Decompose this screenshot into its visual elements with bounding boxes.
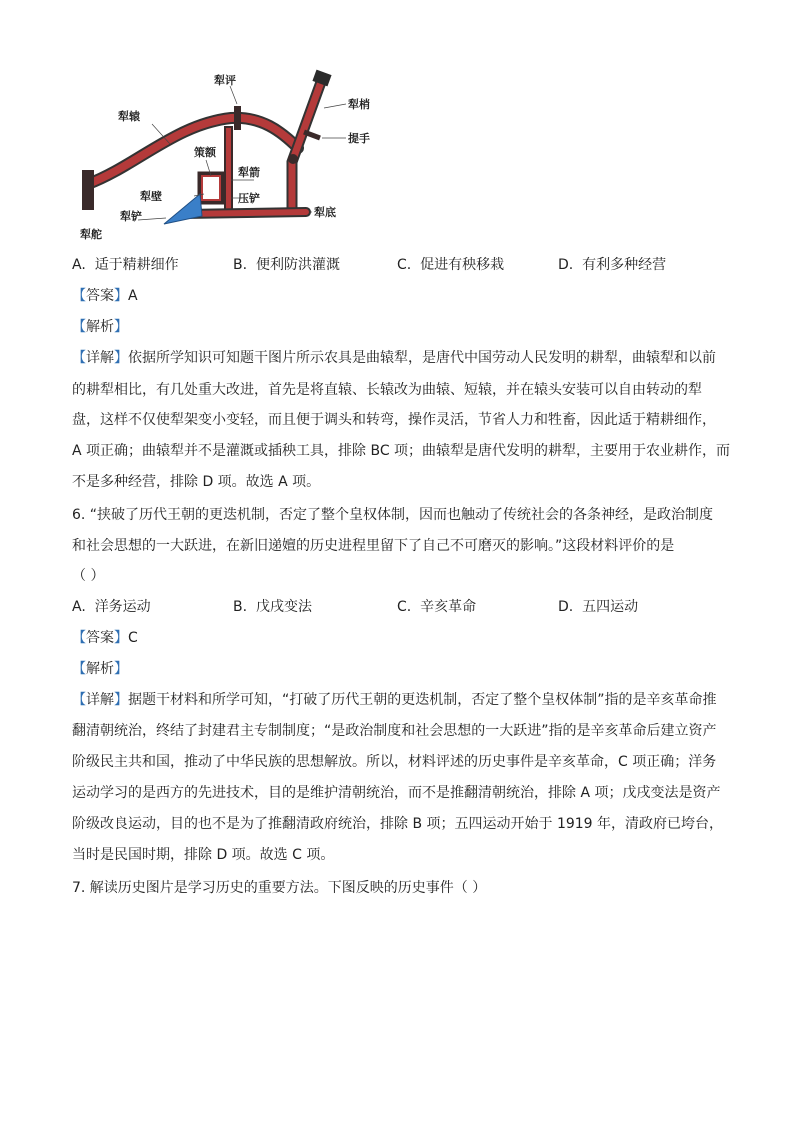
q5-option-c: C. 促进有秧移栽: [397, 257, 505, 273]
q6-detail-line: 阶级改良运动，目的也不是为了推翻清政府统治，排除 B 项；五四运动开始于 1919 年，清政府已垮台，: [72, 816, 724, 832]
plough-rudder: [82, 170, 94, 210]
q6-detail-line: 阶级民主共和国，推动了中华民族的思想解放。所以，材料评述的历史事件是辛亥革命，C 项正确；洋务: [72, 754, 717, 770]
q6-stem-line: 6. “挟破了历代王朝的更迭机制，否定了整个皇权体制，因而也触动了传统社会的各条神经，是政治制度: [72, 507, 714, 523]
q6-option-a: A. 洋务运动: [72, 599, 151, 615]
label-ti-shou: 提手: [348, 132, 370, 145]
label-li-yuan: 犁辕: [118, 110, 140, 123]
label-li-tuo: 犁舵: [80, 228, 102, 241]
q6-detail-line: 【详解】据题干材料和所学可知，“打破了历代王朝的更迭机制，否定了整个皇权体制”指的是辛亥革命推: [72, 692, 717, 708]
q5-detail-line: 【详解】依据所学知识可知题干图片所示农具是曲辕犁，是唐代中国劳动人民发明的耕犁，曲辕犁和以前: [72, 350, 716, 366]
q5-analysis-heading: 【解析】: [72, 319, 128, 335]
label-ce-e: 策额: [194, 146, 216, 159]
plough-share: [164, 194, 202, 224]
label-li-shao: 犁梢: [348, 98, 370, 111]
q5-option-b: B. 便利防洪灌溉: [233, 257, 340, 273]
label-li-di: 犁底: [314, 206, 336, 219]
q6-detail-line: 运动学习的是西方的先进技术，目的是维护清朝统治，而不是推翻清朝统治，排除 A 项；戊戌变法是资产: [72, 785, 721, 801]
q6-stem-line: （ ）: [72, 568, 105, 584]
curved-plough-diagram: [66, 66, 386, 246]
q6-analysis-heading: 【解析】: [72, 661, 128, 677]
q6-answer: 【答案】C: [72, 630, 138, 646]
q6-option-d: D. 五四运动: [558, 599, 639, 615]
q6-detail-line: 当时是民国时期，排除 D 项。故选 C 项。: [72, 847, 335, 863]
q7-stem: 7. 解读历史图片是学习历史的重要方法。下图反映的历史事件（ ）: [72, 880, 487, 896]
q6-detail-line: 翻清朝统治，终结了封建君主专制制度；“是政治制度和社会思想的一大跃进”指的是辛亥革命后建立资产: [72, 723, 717, 739]
q5-detail-line: 不是多种经营，排除 D 项。故选 A 项。: [72, 474, 321, 490]
q5-detail-line: 盘，这样不仅使犁架变小变轻，而且便于调头和转弯，操作灵活，节省人力和牲畜，因此适于精耕细作，: [72, 412, 716, 428]
q6-option-c: C. 辛亥革命: [397, 599, 477, 615]
q6-stem-line: 和社会思想的一大跃进，在新旧递嬗的历史进程里留下了自己不可磨灭的影响。”这段材料评价的是: [72, 538, 675, 554]
q5-option-d: D. 有利多种经营: [558, 257, 667, 273]
q5-option-a: A. 适于精耕细作: [72, 257, 179, 273]
q5-detail-line: 的耕犁相比，有几处重大改进，首先是将直辕、长辕改为曲辕、短辕，并在辕头安装可以自由转动的犁: [72, 382, 702, 398]
label-li-jian: 犁箭: [238, 166, 260, 179]
q6-option-b: B. 戊戌变法: [233, 599, 312, 615]
q5-detail-line: A 项正确；曲辕犁并不是灌溉或插秧工具，排除 BC 项；曲辕犁是唐代发明的耕犁，主要用于农业耕作，而: [72, 443, 731, 459]
label-li-chan: 犁铲: [120, 210, 142, 223]
label-li-bi: 犁壁: [140, 190, 162, 203]
label-ya-chan: 压铲: [238, 192, 260, 205]
q5-answer: 【答案】A: [72, 288, 138, 304]
label-li-ping: 犁评: [214, 74, 236, 87]
